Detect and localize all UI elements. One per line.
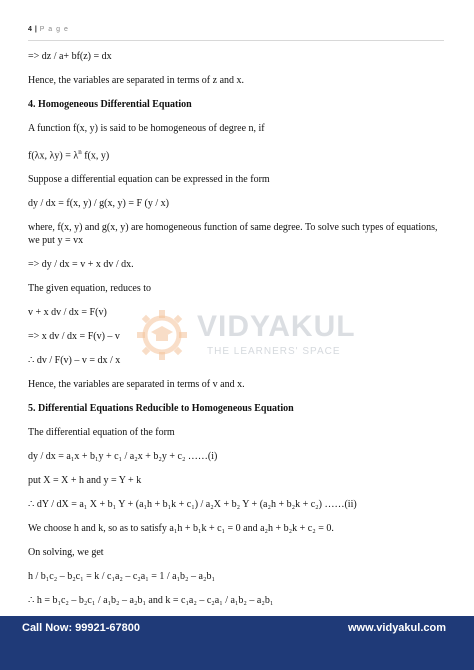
paragraph: [28, 498, 448, 511]
paragraph-text: Hence, the variables are separated in terms of z and x.: [28, 75, 245, 86]
paragraph-text: dy / dx = a₁x + b₁y + c₁ / a₂x + b₂y + c₂ ……(i): [28, 451, 218, 463]
paragraph: [28, 122, 448, 135]
paragraph: [28, 474, 448, 487]
paragraph: [28, 330, 448, 343]
paragraph: [28, 306, 448, 319]
paragraph-text: The differential equation of the form: [28, 427, 175, 439]
superscript: n: [78, 148, 82, 156]
paragraph: [28, 354, 448, 367]
footer-website-link[interactable]: www.vidyakul.com: [347, 622, 446, 634]
section-heading: [28, 98, 448, 111]
page-header: [28, 26, 444, 41]
paragraph: [28, 522, 448, 535]
paragraph-text: where, f(x, y) and g(x, y) are homogeneous function of same degree. To solve such types of equations, we put y = vx: [28, 222, 438, 247]
paragraph-text: Suppose a differential equation can be expressed in the form: [28, 174, 270, 186]
paragraph: [28, 546, 448, 559]
paragraph: [28, 258, 448, 271]
paragraph-text: => dy / dx = v + x dv / dx.: [28, 259, 134, 271]
paragraph-text: ∴ dY / dX = a₁ X + b₁ Y + (a₁h + b₁k + c₁) / a₂X + b₂ Y + (a₂h + b₂k + c₂) ……(ii): [28, 499, 357, 511]
paragraph-text: We choose h and k, so as to satisfy a₁h + b₁k + c₁ = 0 and a₂h + b₂k + c₂ = 0.: [28, 523, 334, 535]
page-separator: |: [34, 26, 37, 33]
paragraph-text: 5.: [28, 403, 38, 415]
paragraph-text: Hence, the variables are separated in terms of v and x.: [28, 379, 245, 391]
page-number: 4: [28, 26, 32, 33]
paragraph: [28, 378, 448, 391]
paragraph-text: ∴ dv / F(v) – v = dx / x: [28, 355, 121, 367]
paragraph-text: On solving, we get: [28, 547, 104, 559]
paragraph-text: v + x dv / dx = F(v): [28, 307, 107, 319]
paragraph: [28, 282, 448, 295]
paragraph-text: dy / dx = f(x, y) / g(x, y) = F (y / x): [28, 198, 169, 210]
document-body: [28, 50, 448, 618]
paragraph-text: A function f(x, y) is said to be homogeneous of degree n, if: [28, 123, 265, 134]
paragraph-text: h / b₁c₂ – b₂c₁ = k / c₁a₂ – c₂a₁ = 1 / a₁b₂ – a₂b₁: [28, 571, 215, 583]
paragraph: [28, 426, 448, 439]
watermark-title: VIDYAKUL: [197, 310, 356, 343]
paragraph: [28, 74, 448, 87]
page-label: P a g e: [39, 26, 69, 33]
footer-call-number[interactable]: Call Now: 99921-67800: [22, 622, 141, 634]
paragraph: [28, 594, 448, 607]
footer-bar: [0, 616, 474, 670]
paragraph-text: The given equation, reduces to: [28, 283, 152, 295]
heading-text: Homogeneous Differential Equation: [38, 99, 192, 110]
paragraph-text: f(λx, λy) = λ: [28, 150, 79, 162]
paragraph: [28, 570, 448, 583]
paragraph: [28, 173, 448, 186]
paragraph-text-tail: f(x, y): [81, 150, 110, 162]
watermark-subtitle: THE LEARNERS' SPACE: [207, 346, 341, 357]
heading-text: Differential Equations Reducible to Homogeneous Equation: [38, 403, 294, 415]
paragraph-text: => dz / a+ bf(z) = dx: [28, 51, 112, 62]
paragraph-text: ∴ h = b₁c₂ – b₂c₁ / a₁b₂ – a₂b₁ and k = c₁a₂ – c₂a₁ / a₁b₂ – a₂b₁: [28, 595, 274, 607]
paragraph-text: => x dv / dx = F(v) – v: [28, 331, 120, 343]
paragraph: [28, 221, 448, 247]
paragraph-text: put X = X + h and y = Y + k: [28, 475, 142, 487]
paragraph-text: 4.: [28, 99, 38, 110]
paragraph: [28, 50, 448, 63]
section-heading: [28, 402, 448, 415]
paragraph: [28, 197, 448, 210]
paragraph: [28, 146, 448, 162]
paragraph: [28, 450, 448, 463]
